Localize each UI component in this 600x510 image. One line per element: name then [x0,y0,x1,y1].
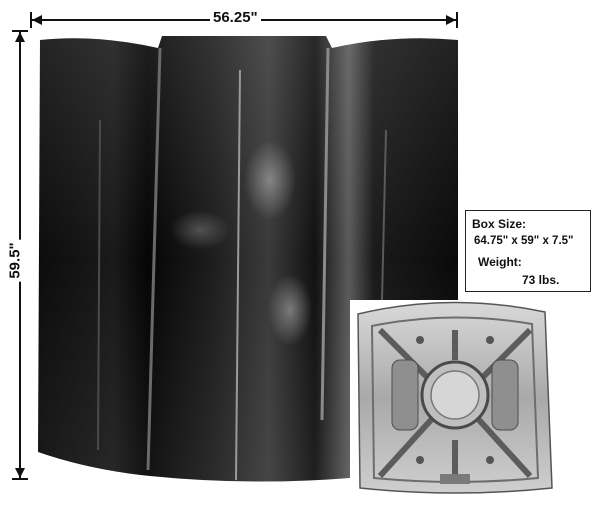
weight-value: 73 lbs. [522,273,560,287]
box-size-label: Box Size: [472,217,527,231]
width-dimension-label: 56.25" [210,9,261,26]
weight-label: Weight: [478,255,522,269]
hood-underside-view [358,302,552,493]
height-dimension-label: 59.5" [7,239,24,281]
specs-box [465,210,591,292]
box-size-value: 64.75" x 59" x 7.5" [474,235,574,247]
